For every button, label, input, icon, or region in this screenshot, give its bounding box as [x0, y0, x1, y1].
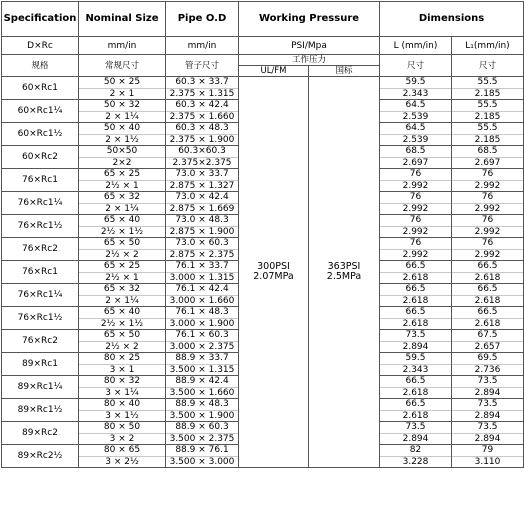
dim-l1-mm: 66.5	[452, 307, 523, 319]
nominal-in: 3 × 2½	[105, 456, 139, 467]
dim-l1-mm: 66.5	[452, 284, 523, 296]
dim-l-in: 3.228	[402, 456, 429, 467]
dim-l-in: 2.343	[402, 88, 429, 99]
dim-l-mm: 73.5	[380, 330, 451, 342]
nominal-cell	[79, 284, 166, 307]
dim-l1-mm: 69.5	[452, 353, 523, 365]
cn-header-spec: 规格	[2, 55, 79, 77]
nominal-in: 2 × 1¼	[105, 203, 139, 214]
dim-l1-mm: 76	[452, 169, 523, 181]
dim-l1-in: 2.992	[474, 203, 501, 214]
dim-l1-mm: 76	[452, 192, 523, 204]
pipe-od-in: 3.500 × 1.900	[169, 410, 235, 421]
specification-table	[1, 1, 524, 468]
pipe-od-cell	[166, 307, 239, 330]
nominal-mm: 65 × 50	[79, 330, 165, 342]
dim-l-mm: 66.5	[380, 399, 451, 411]
dim-l1-cell	[452, 330, 524, 353]
pressure-ul-fm	[239, 77, 309, 468]
pressure-ul-mpa: 2.07MPa	[253, 271, 294, 282]
dim-l-cell	[380, 353, 452, 376]
pipe-od-cell	[166, 376, 239, 399]
nominal-mm: 80 × 32	[79, 376, 165, 388]
nominal-mm: 65 × 40	[79, 215, 165, 227]
pipe-od-mm: 88.9 × 33.7	[166, 353, 238, 365]
dim-l1-mm: 76	[452, 238, 523, 250]
nominal-cell	[79, 261, 166, 284]
dim-l1-mm: 73.5	[452, 376, 523, 388]
pressure-intl-psi: 363PSI	[327, 260, 361, 272]
pipe-od-in: 2.375 × 1.315	[169, 88, 235, 99]
dim-l1-mm: 55.5	[452, 123, 523, 135]
dim-l-mm: 76	[380, 169, 451, 181]
dim-l1-mm: 76	[452, 215, 523, 227]
dim-l1-mm: 73.5	[452, 399, 523, 411]
pipe-od-cell	[166, 100, 239, 123]
dim-l1-cell	[452, 146, 524, 169]
nominal-cell	[79, 169, 166, 192]
dim-l1-cell	[452, 238, 524, 261]
pressure-ul-psi: 300PSI	[257, 260, 290, 272]
dim-l-mm: 64.5	[380, 123, 451, 135]
cn-header-l1: 尺寸	[452, 55, 524, 77]
dim-l1-cell	[452, 353, 524, 376]
dim-l-cell	[380, 238, 452, 261]
dim-l1-cell	[452, 123, 524, 146]
dim-l-cell	[380, 284, 452, 307]
dim-l1-in: 2.185	[474, 88, 501, 99]
nominal-mm: 50 × 25	[79, 77, 165, 89]
nominal-mm: 65 × 32	[79, 284, 165, 296]
pipe-od-cell	[166, 261, 239, 284]
pipe-od-mm: 88.9 × 60.3	[166, 422, 238, 434]
dim-l-mm: 66.5	[380, 307, 451, 319]
cn-header-row-top	[2, 55, 524, 66]
dim-l-in: 2.992	[402, 249, 429, 260]
header-pipe-od: Pipe O.D	[166, 2, 239, 37]
dim-l1-cell	[452, 422, 524, 445]
pipe-od-in: 2.875 × 2.375	[169, 249, 235, 260]
dim-l1-in: 2.618	[474, 318, 501, 329]
nominal-cell	[79, 376, 166, 399]
dim-l1-in: 2.697	[474, 157, 501, 168]
dim-l-in: 2.618	[402, 318, 429, 329]
nominal-mm: 80 × 65	[79, 445, 165, 457]
nominal-in: 3 × 1½	[105, 410, 139, 421]
dim-l1-cell	[452, 215, 524, 238]
dim-l1-cell	[452, 445, 524, 468]
spec-cell: 60×Rc1	[2, 77, 79, 100]
nominal-in: 2 × 1¼	[105, 111, 139, 122]
nominal-mm: 80 × 50	[79, 422, 165, 434]
dim-l-in: 2.539	[402, 111, 429, 122]
nominal-in: 3 × 1¼	[105, 387, 139, 398]
pipe-od-cell	[166, 284, 239, 307]
pipe-od-cell	[166, 445, 239, 468]
pipe-od-in: 2.875 × 1.327	[169, 180, 235, 191]
nominal-cell	[79, 307, 166, 330]
dim-l1-in: 2.618	[474, 272, 501, 283]
spec-cell: 89×Rc1¼	[2, 376, 79, 399]
units-row	[2, 37, 524, 55]
unit-l1: L₁(mm/in)	[452, 37, 524, 55]
dim-l-in: 2.992	[402, 226, 429, 237]
dim-l-cell	[380, 422, 452, 445]
dim-l-cell	[380, 100, 452, 123]
nominal-mm: 50 × 40	[79, 123, 165, 135]
dim-l1-mm: 68.5	[452, 146, 523, 158]
nominal-cell	[79, 77, 166, 100]
nominal-cell	[79, 215, 166, 238]
dim-l1-in: 2.992	[474, 180, 501, 191]
spec-cell: 76×Rc2	[2, 330, 79, 353]
cn-header-ul: UL/FM	[239, 66, 309, 77]
spec-cell: 89×Rc1½	[2, 399, 79, 422]
pipe-od-mm: 76.1 × 33.7	[166, 261, 238, 273]
dim-l1-cell	[452, 100, 524, 123]
spec-cell: 60×Rc2	[2, 146, 79, 169]
nominal-mm: 50 × 32	[79, 100, 165, 112]
pipe-od-mm: 73.0 × 60.3	[166, 238, 238, 250]
pipe-od-in: 3.000 × 2.375	[169, 341, 235, 352]
nominal-mm: 65 × 25	[79, 261, 165, 273]
dim-l1-in: 2.992	[474, 226, 501, 237]
dim-l-mm: 66.5	[380, 376, 451, 388]
pressure-intl-mpa: 2.5MPa	[326, 271, 362, 282]
pipe-od-cell	[166, 192, 239, 215]
dim-l1-in: 2.894	[474, 410, 501, 421]
nominal-cell	[79, 353, 166, 376]
nominal-cell	[79, 192, 166, 215]
dim-l-cell	[380, 146, 452, 169]
dim-l-in: 2.618	[402, 295, 429, 306]
cn-header-pipe: 管子尺寸	[166, 55, 239, 77]
nominal-in: 2 × 1	[109, 88, 135, 99]
dim-l-mm: 59.5	[380, 353, 451, 365]
dim-l-cell	[380, 307, 452, 330]
dim-l-cell	[380, 261, 452, 284]
pipe-od-in: 3.500 × 1.315	[169, 364, 235, 375]
nominal-mm: 80 × 25	[79, 353, 165, 365]
dim-l-mm: 64.5	[380, 100, 451, 112]
dim-l1-cell	[452, 307, 524, 330]
nominal-mm: 50×50	[79, 146, 165, 158]
pipe-od-mm: 76.1 × 48.3	[166, 307, 238, 319]
dim-l1-mm: 66.5	[452, 261, 523, 273]
header-row	[2, 2, 524, 37]
dim-l-in: 2.618	[402, 387, 429, 398]
nominal-cell	[79, 146, 166, 169]
spec-cell: 76×Rc1½	[2, 215, 79, 238]
dim-l1-cell	[452, 399, 524, 422]
dim-l1-in: 3.110	[474, 456, 501, 467]
spec-cell: 60×Rc1¼	[2, 100, 79, 123]
table-row	[2, 77, 524, 100]
header-specification: Specification	[2, 2, 79, 37]
dim-l-mm: 76	[380, 238, 451, 250]
dim-l-in: 2.992	[402, 180, 429, 191]
nominal-in: 3 × 2	[109, 433, 135, 444]
dim-l1-cell	[452, 261, 524, 284]
dim-l-in: 2.618	[402, 410, 429, 421]
pipe-od-cell	[166, 422, 239, 445]
cn-header-intl: 国标	[309, 66, 380, 77]
pipe-od-cell	[166, 169, 239, 192]
nominal-in: 2×2	[112, 157, 132, 168]
dim-l-mm: 76	[380, 215, 451, 227]
pipe-od-in: 2.875 × 1.669	[169, 203, 235, 214]
dim-l-mm: 66.5	[380, 284, 451, 296]
dim-l1-cell	[452, 376, 524, 399]
unit-l: L (mm/in)	[380, 37, 452, 55]
pipe-od-mm: 76.1 × 60.3	[166, 330, 238, 342]
pipe-od-in: 3.500 × 1.660	[169, 387, 235, 398]
dim-l-in: 2.894	[402, 433, 429, 444]
nominal-cell	[79, 445, 166, 468]
dim-l-mm: 59.5	[380, 77, 451, 89]
header-working-pressure: Working Pressure	[239, 2, 380, 37]
pipe-od-mm: 73.0 × 48.3	[166, 215, 238, 227]
nominal-in: 2½ × 1	[105, 180, 139, 191]
pipe-od-mm: 60.3 × 48.3	[166, 123, 238, 135]
dim-l-cell	[380, 399, 452, 422]
pipe-od-mm: 88.9 × 76.1	[166, 445, 238, 457]
dim-l-cell	[380, 445, 452, 468]
dim-l-in: 2.697	[402, 157, 429, 168]
nominal-cell	[79, 399, 166, 422]
pipe-od-cell	[166, 353, 239, 376]
dim-l-cell	[380, 123, 452, 146]
nominal-cell	[79, 238, 166, 261]
pipe-od-in: 3.000 × 1.315	[169, 272, 235, 283]
pipe-od-cell	[166, 399, 239, 422]
dim-l-mm: 73.5	[380, 422, 451, 434]
nominal-mm: 65 × 40	[79, 307, 165, 319]
dim-l-cell	[380, 169, 452, 192]
dim-l1-cell	[452, 169, 524, 192]
pipe-od-in: 2.875 × 1.900	[169, 226, 235, 237]
pipe-od-in: 2.375 × 1.900	[169, 134, 235, 145]
pipe-od-mm: 73.0 × 33.7	[166, 169, 238, 181]
pipe-od-cell	[166, 146, 239, 169]
dim-l1-mm: 67.5	[452, 330, 523, 342]
pipe-od-in: 2.375 × 1.660	[169, 111, 235, 122]
nominal-mm: 65 × 32	[79, 192, 165, 204]
dim-l1-mm: 55.5	[452, 77, 523, 89]
spec-cell: 76×Rc2	[2, 238, 79, 261]
dim-l-cell	[380, 376, 452, 399]
nominal-cell	[79, 100, 166, 123]
nominal-mm: 65 × 25	[79, 169, 165, 181]
pipe-od-in: 3.000 × 1.660	[169, 295, 235, 306]
dim-l-mm: 82	[380, 445, 451, 457]
dim-l-in: 2.894	[402, 341, 429, 352]
cn-header-nominal: 常规尺寸	[79, 55, 166, 77]
pipe-od-mm: 73.0 × 42.4	[166, 192, 238, 204]
header-nominal-size: Nominal Size	[79, 2, 166, 37]
unit-nominal: mm/in	[79, 37, 166, 55]
unit-pipe: mm/in	[166, 37, 239, 55]
dim-l1-in: 2.185	[474, 134, 501, 145]
pipe-od-mm: 88.9 × 42.4	[166, 376, 238, 388]
pipe-od-cell	[166, 330, 239, 353]
dim-l-cell	[380, 192, 452, 215]
dim-l1-in: 2.992	[474, 249, 501, 260]
pipe-od-in: 2.375×2.375	[172, 157, 232, 168]
nominal-in: 2½ × 1	[105, 272, 139, 283]
dim-l-in: 2.992	[402, 203, 429, 214]
dim-l1-mm: 79	[452, 445, 523, 457]
spec-cell: 76×Rc1½	[2, 307, 79, 330]
pipe-od-in: 3.000 × 1.900	[169, 318, 235, 329]
pipe-od-in: 3.500 × 2.375	[169, 433, 235, 444]
nominal-in: 2½ × 1½	[100, 318, 144, 329]
spec-table-container	[1, 1, 524, 468]
dim-l1-in: 2.185	[474, 111, 501, 122]
spec-cell: 60×Rc1½	[2, 123, 79, 146]
dim-l1-mm: 55.5	[452, 100, 523, 112]
pressure-intl	[309, 77, 380, 468]
pipe-od-mm: 76.1 × 42.4	[166, 284, 238, 296]
cn-header-pressure: 工作压力	[239, 55, 380, 66]
dim-l1-cell	[452, 284, 524, 307]
unit-pressure: PSI/Mpa	[239, 37, 380, 55]
nominal-in: 2½ × 2	[105, 341, 139, 352]
header-dimensions: Dimensions	[380, 2, 524, 37]
dim-l-in: 2.539	[402, 134, 429, 145]
nominal-mm: 65 × 50	[79, 238, 165, 250]
spec-cell: 76×Rc1	[2, 261, 79, 284]
dim-l1-cell	[452, 77, 524, 100]
dim-l1-in: 2.894	[474, 433, 501, 444]
pipe-od-mm: 88.9 × 48.3	[166, 399, 238, 411]
pipe-od-cell	[166, 123, 239, 146]
nominal-mm: 80 × 40	[79, 399, 165, 411]
spec-cell: 89×Rc2	[2, 422, 79, 445]
dim-l1-cell	[452, 192, 524, 215]
dim-l-mm: 76	[380, 192, 451, 204]
spec-cell: 76×Rc1¼	[2, 192, 79, 215]
nominal-in: 2 × 1½	[105, 134, 139, 145]
pipe-od-cell	[166, 215, 239, 238]
dim-l-in: 2.618	[402, 272, 429, 283]
dim-l-cell	[380, 215, 452, 238]
dim-l1-in: 2.736	[474, 364, 501, 375]
unit-spec: D×Rc	[2, 37, 79, 55]
dim-l1-in: 2.894	[474, 387, 501, 398]
pipe-od-mm: 60.3 × 33.7	[166, 77, 238, 89]
dim-l1-in: 2.657	[474, 341, 501, 352]
dim-l-cell	[380, 330, 452, 353]
spec-cell: 76×Rc1¼	[2, 284, 79, 307]
nominal-cell	[79, 123, 166, 146]
dim-l-in: 2.343	[402, 364, 429, 375]
pipe-od-cell	[166, 238, 239, 261]
pipe-od-mm: 60.3×60.3	[166, 146, 238, 158]
dim-l1-mm: 73.5	[452, 422, 523, 434]
cn-header-l: 尺寸	[380, 55, 452, 77]
dim-l1-in: 2.618	[474, 295, 501, 306]
pipe-od-mm: 60.3 × 42.4	[166, 100, 238, 112]
pipe-od-cell	[166, 77, 239, 100]
spec-cell: 89×Rc2½	[2, 445, 79, 468]
dim-l-mm: 68.5	[380, 146, 451, 158]
nominal-in: 2½ × 1½	[100, 226, 144, 237]
spec-cell: 76×Rc1	[2, 169, 79, 192]
nominal-cell	[79, 422, 166, 445]
dim-l-mm: 66.5	[380, 261, 451, 273]
nominal-in: 3 × 1	[109, 364, 135, 375]
spec-cell: 89×Rc1	[2, 353, 79, 376]
dim-l-cell	[380, 77, 452, 100]
nominal-cell	[79, 330, 166, 353]
nominal-in: 2½ × 2	[105, 249, 139, 260]
pipe-od-in: 3.500 × 3.000	[169, 456, 235, 467]
nominal-in: 2 × 1¼	[105, 295, 139, 306]
